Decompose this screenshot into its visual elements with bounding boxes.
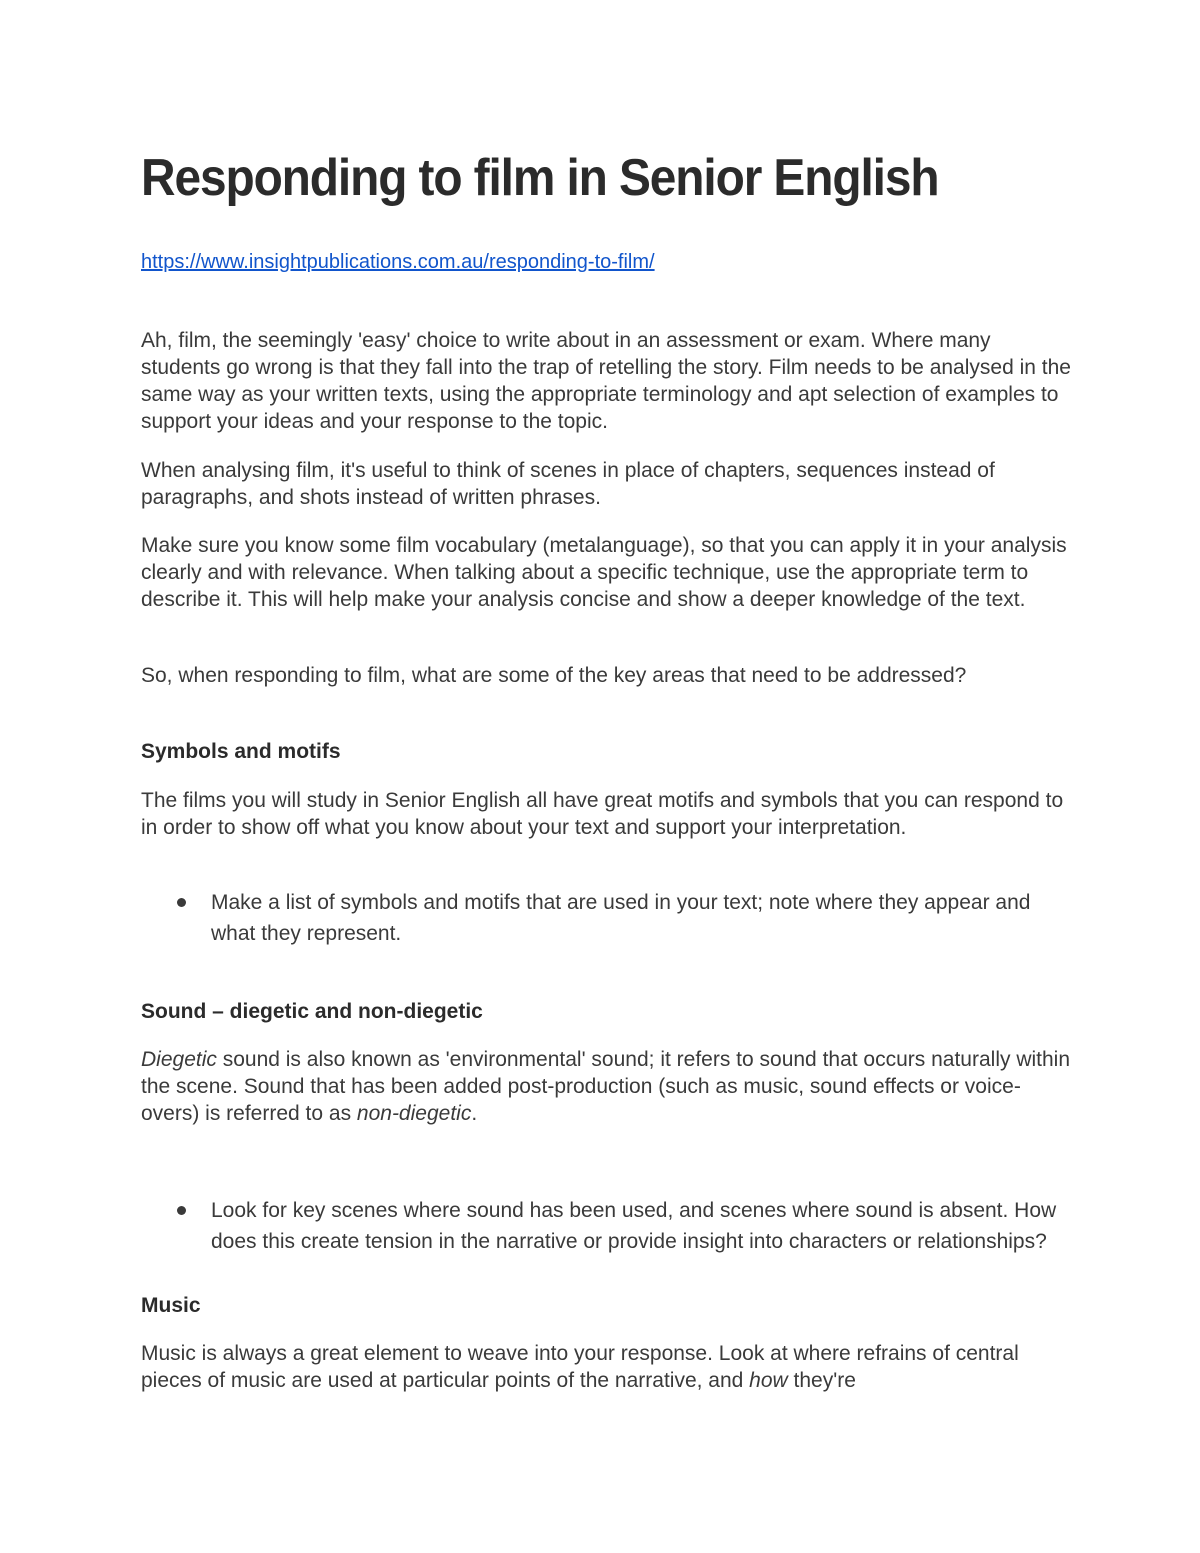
section-heading: Sound – diegetic and non-diegetic (141, 1000, 483, 1023)
bullet-sound (141, 1195, 1071, 1257)
paragraph-vocabulary (141, 532, 1071, 613)
bullet-icon (177, 898, 186, 907)
list-item-text: Look for key scenes where sound has been used, and scenes where sound is absent. How does this create tension in the narrative or provide insight into characters or relationships? (211, 1199, 1057, 1253)
section-heading-sound (141, 998, 1071, 1025)
section-heading: Music (141, 1294, 201, 1317)
bullet-icon (177, 1206, 186, 1215)
paragraph-text (141, 1046, 1071, 1127)
paragraph-text: Ah, film, the seemingly 'easy' choice to write about in an assessment or exam. Where many students go wrong is that they fall into the trap of retelling the story. Film needs to be analysed in the same way as your written texts, using the appropriate terminology and apt selection of examples to support your ideas and your response to the topic. (141, 329, 1071, 433)
list-item (141, 1195, 1071, 1257)
paragraph-text: So, when responding to film, what are some of the key areas that need to be addressed? (141, 664, 967, 687)
intro-paragraph (141, 327, 1071, 435)
list-item-text: Make a list of symbols and motifs that are used in your text; note where they appear and what they represent. (211, 891, 1031, 945)
paragraph-analysing (141, 457, 1071, 511)
page-title: Responding to film in Senior English (141, 149, 939, 207)
text-run: sound is also known as 'environmental' sound; it refers to sound that occurs naturally within the scene. Sound that has been added post-production (such as music, sound effects or voice-overs) is referred to as (141, 1048, 1071, 1125)
paragraph-text: The films you will study in Senior English all have great motifs and symbols that you can respond to in order to show off what you know about your text and support your interpretation. (141, 789, 1064, 839)
source-link[interactable]: https://www.insightpublications.com.au/responding-to-film/ (141, 251, 655, 273)
bullet-symbols (141, 887, 1071, 949)
italic-term: Diegetic (141, 1048, 217, 1071)
paragraph-text: When analysing film, it's useful to think of scenes in place of chapters, sequences instead of paragraphs, and shots instead of written phrases. (141, 459, 995, 509)
list-item (141, 887, 1071, 949)
section-text-music (141, 1340, 1071, 1394)
italic-term: how (749, 1369, 788, 1392)
section-text-sound (141, 1046, 1071, 1127)
text-run: Music is always a great element to weave into your response. Look at where refrains of central pieces of music are used at particular points of the narrative, and (141, 1342, 1019, 1392)
text-run: they're (787, 1369, 856, 1392)
section-text-symbols (141, 787, 1071, 841)
section-heading: Symbols and motifs (141, 740, 341, 763)
paragraph-text: Make sure you know some film vocabulary (metalanguage), so that you can apply it in your analysis clearly and with relevance. When talking about a specific technique, use the appropriate term to describe it. This will help make your analysis concise and show a deeper knowledge of the text. (141, 534, 1067, 611)
paragraph-key-areas (141, 662, 1071, 689)
section-heading-symbols (141, 738, 1071, 765)
paragraph-text (141, 1340, 1071, 1394)
italic-term: non-diegetic (356, 1102, 472, 1125)
section-heading-music (141, 1292, 1071, 1319)
text-run: . (471, 1102, 478, 1125)
